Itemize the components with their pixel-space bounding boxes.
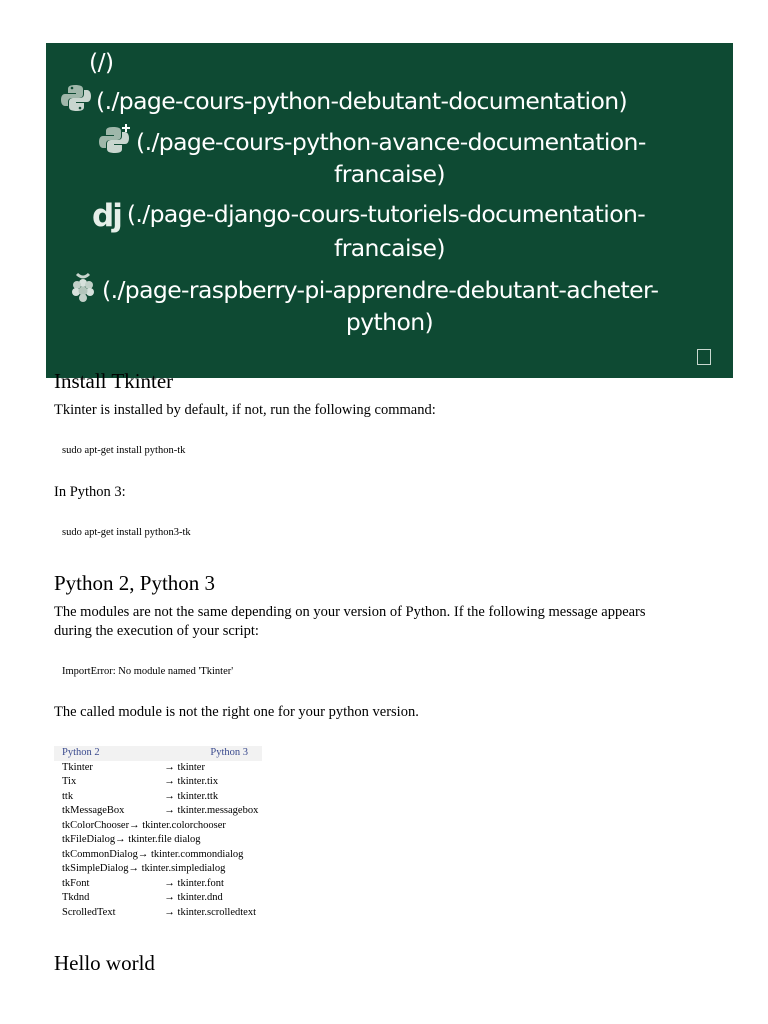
section-title-install: Install Tkinter (54, 369, 174, 393)
python3-label: In Python 3: (54, 484, 126, 500)
django-icon: dj (92, 197, 121, 234)
table-cell-python2 (54, 819, 262, 834)
table-cell-python2: tkFileDialog (62, 834, 116, 845)
table-row (54, 761, 262, 776)
table-cell-python2: tkFont (62, 877, 90, 889)
nav-link-python-beginner[interactable] (60, 83, 627, 122)
table-cell-python2: Tkdnd (62, 892, 90, 903)
table-row (54, 877, 262, 892)
table-row (54, 891, 262, 906)
table-row (54, 848, 262, 863)
nav-link-label: (./page-cours-python-avance-documentation- (136, 128, 646, 156)
versions-paragraph-line1: The modules are not the same depending on your version of Python. If the following message appears (54, 604, 646, 620)
menu-toggle-button[interactable] (697, 349, 711, 365)
table-cell-python2: ttk (62, 790, 74, 802)
nav-link-label: (./page-django-cours-tutoriels-documentation- (126, 200, 646, 228)
table-cell-python3: → tkinter.messagebox (164, 805, 259, 816)
install-intro: Tkinter is installed by default, if not, run the following command: (54, 402, 436, 418)
table-cell-python2 (54, 848, 262, 863)
code-import-error: ImportError: No module named 'Tkinter' (62, 666, 234, 677)
table-row (54, 862, 262, 877)
table-cell-python3: → tkinter.font (164, 877, 224, 889)
code-install-python3: sudo apt-get install python3-tk (62, 527, 191, 538)
section-title-versions: Python 2, Python 3 (54, 571, 216, 595)
table-row (54, 790, 262, 805)
table-cell-python2: ScrolledText (62, 906, 116, 918)
table-cell-python3: → tkinter.dnd (164, 892, 223, 903)
nav-link-label-continued[interactable]: francaise) (334, 234, 445, 262)
top-nav (46, 43, 733, 378)
table-cell-python2: Tix (62, 776, 77, 787)
table-cell-python3: → tkinter.scrolledtext (164, 906, 256, 918)
table-row (54, 804, 262, 819)
table-cell-python3: → tkinter.ttk (164, 790, 219, 802)
versions-note: The called module is not the right one for your python version. (54, 704, 419, 720)
table-row (54, 906, 262, 921)
table-cell-python2: tkMessageBox (62, 805, 125, 816)
nav-home-link[interactable]: (/) (89, 48, 114, 76)
code-install-python2: sudo apt-get install python-tk (62, 445, 186, 456)
nav-link-label-continued[interactable]: francaise) (334, 160, 445, 188)
python-icon (60, 83, 92, 122)
table-cell-python3: → tkinter.commondialog (137, 848, 244, 860)
table-cell-python2 (54, 862, 262, 877)
table-row (54, 833, 262, 848)
table-cell-python3: → tkinter.colorchooser (129, 819, 226, 831)
module-mapping-table (54, 746, 262, 920)
table-cell-python3: → tkinter (164, 761, 205, 773)
section-title-hello-world: Hello world (54, 951, 155, 975)
column-header-python2: Python 2 (54, 746, 124, 761)
nav-link-label: (./page-cours-python-debutant-documentation) (96, 87, 628, 115)
table-row (54, 775, 262, 790)
table-cell-python3: → tkinter.simpledialog (128, 863, 226, 874)
column-header-python3: Python 3 (124, 746, 262, 761)
table-cell-python2: tkColorChooser (62, 819, 130, 831)
table-header-row (54, 746, 262, 761)
nav-link-django[interactable] (92, 197, 645, 233)
table-cell-python2: tkSimpleDialog (62, 863, 129, 874)
table-cell-python3: → tkinter.tix (164, 776, 219, 787)
table-cell-python2 (54, 833, 262, 848)
table-cell-python3: → tkinter.file dialog (115, 834, 201, 845)
versions-paragraph-line2: during the execution of your script: (54, 623, 259, 639)
nav-link-label-continued[interactable]: python) (345, 308, 434, 336)
table-cell-python2: Tkinter (62, 761, 93, 773)
table-row (54, 819, 262, 834)
table-cell-python2: tkCommonDialog (62, 848, 138, 860)
nav-link-label: (./page-raspberry-pi-apprendre-debutant-acheter- (102, 276, 659, 304)
